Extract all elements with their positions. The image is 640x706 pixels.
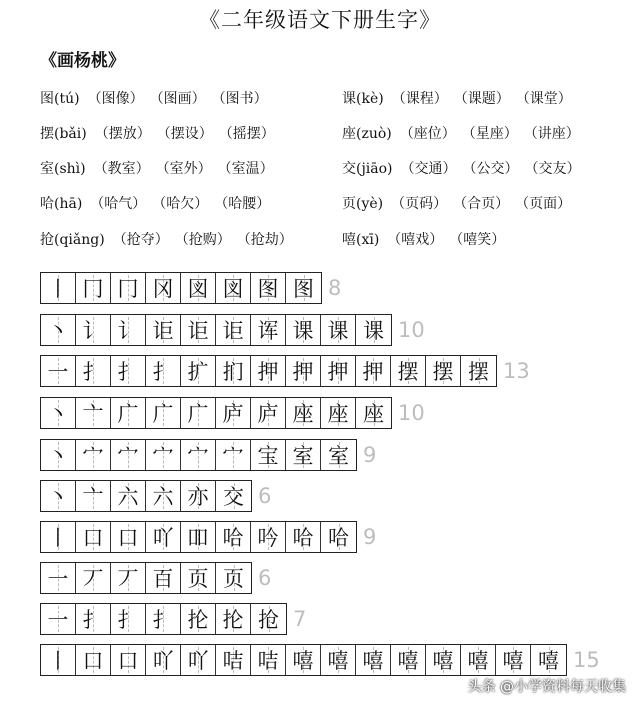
- vocab-word: （室温）: [217, 161, 274, 177]
- vocab-word: （摇摆）: [218, 126, 275, 142]
- stroke-cell: [181, 398, 216, 428]
- stroke-cell: [426, 356, 461, 386]
- stroke-step: 庐: [222, 402, 244, 426]
- stroke-step: 亠: [82, 402, 104, 426]
- stroke-cell: [111, 481, 146, 511]
- vocab-word: （图画）: [149, 91, 206, 107]
- stroke-cell: [181, 273, 216, 303]
- stroke-step: 図: [222, 277, 244, 301]
- stroke-cell: [356, 356, 391, 386]
- stroke-step: 嘻: [467, 649, 489, 673]
- stroke-step: 丶: [47, 444, 69, 468]
- stroke-cell: [111, 563, 146, 593]
- stroke-cell: [321, 356, 356, 386]
- stroke-cell: [286, 315, 321, 345]
- vocab-word: （课题）: [453, 91, 510, 107]
- stroke-cell: [216, 563, 251, 593]
- stroke-order-row: [40, 603, 306, 635]
- vocab-character: 课(kè): [342, 91, 384, 107]
- stroke-step: 扌: [82, 360, 104, 384]
- stroke-step: 扌: [117, 608, 139, 632]
- stroke-cell: [216, 273, 251, 303]
- vocab-line: [342, 158, 587, 178]
- stroke-cell: [216, 398, 251, 428]
- stroke-cell: [111, 645, 146, 675]
- stroke-step: 讵: [152, 319, 174, 343]
- vocab-word: （抢购）: [174, 232, 231, 248]
- stroke-order-row: [40, 562, 271, 594]
- stroke-cell: [111, 356, 146, 386]
- stroke-step: 图: [293, 277, 314, 301]
- stroke-count: 8: [328, 276, 342, 300]
- stroke-cell: [461, 645, 496, 675]
- stroke-cell: [146, 645, 181, 675]
- stroke-step: 座: [327, 402, 349, 426]
- stroke-step: 吖: [187, 649, 209, 673]
- stroke-cell: [76, 522, 111, 552]
- stroke-cell: [461, 356, 496, 386]
- vocab-word: （图书）: [211, 91, 268, 107]
- stroke-cell: [251, 440, 286, 470]
- stroke-cell: [111, 315, 146, 345]
- stroke-cell: [251, 522, 286, 552]
- stroke-cell: [41, 522, 76, 552]
- vocab-word: （图像）: [87, 91, 144, 107]
- stroke-cell: [216, 356, 251, 386]
- stroke-grid: [40, 603, 287, 635]
- stroke-grid: [40, 355, 497, 387]
- vocab-line: [342, 123, 586, 143]
- stroke-grid: [40, 314, 392, 346]
- vocab-character: 哈(hā): [40, 196, 83, 212]
- stroke-cell: [321, 440, 356, 470]
- stroke-cell: [251, 645, 286, 675]
- stroke-cell: [496, 645, 531, 675]
- stroke-step: 抡: [187, 608, 209, 632]
- vocab-word: （抢劫）: [236, 232, 293, 248]
- stroke-cell: [181, 481, 216, 511]
- stroke-step: 摆: [397, 360, 419, 384]
- stroke-step: 押: [292, 360, 314, 384]
- stroke-step: 丨: [47, 649, 69, 673]
- stroke-cell: [146, 315, 181, 345]
- stroke-step: 广: [152, 402, 174, 426]
- stroke-cell: [356, 398, 391, 428]
- stroke-cell: [111, 440, 146, 470]
- vocab-character: 交(jiāo): [342, 161, 393, 177]
- stroke-step: 交: [223, 485, 244, 509]
- stroke-step: 六: [152, 485, 174, 509]
- vocab-word: （哈气）: [90, 196, 147, 212]
- stroke-step: 丨: [47, 277, 69, 301]
- stroke-cell: [76, 645, 111, 675]
- stroke-step: 课: [292, 319, 314, 343]
- stroke-step: 口: [117, 649, 139, 673]
- stroke-step: 丶: [47, 485, 69, 509]
- stroke-count: 10: [398, 318, 425, 342]
- stroke-step: 哈: [328, 526, 349, 550]
- stroke-step: 押: [327, 360, 349, 384]
- stroke-cell: [391, 356, 426, 386]
- vocab-word: （教室）: [93, 161, 150, 177]
- stroke-cell: [41, 440, 76, 470]
- stroke-cell: [251, 273, 286, 303]
- stroke-order-row: [40, 644, 600, 676]
- stroke-step: 丆: [82, 567, 104, 591]
- stroke-count: 9: [363, 525, 377, 549]
- vocab-word: （交友）: [524, 161, 581, 177]
- stroke-count: 9: [363, 443, 377, 467]
- vocab-line: [40, 193, 276, 213]
- stroke-cell: [286, 645, 321, 675]
- stroke-step: 抡: [222, 608, 244, 632]
- vocab-word: （摆设）: [156, 126, 213, 142]
- stroke-step: 诨: [257, 319, 279, 343]
- stroke-step: 冂: [117, 277, 139, 301]
- vocab-word: （哈欠）: [152, 196, 209, 212]
- stroke-order-row: [40, 397, 425, 429]
- vocab-word: （哈腰）: [214, 196, 271, 212]
- stroke-step: 一: [47, 360, 69, 384]
- stroke-cell: [76, 481, 111, 511]
- stroke-cell: [531, 645, 566, 675]
- stroke-cell: [251, 356, 286, 386]
- stroke-cell: [146, 563, 181, 593]
- stroke-cell: [111, 398, 146, 428]
- vocab-word: （公交）: [462, 161, 519, 177]
- vocab-word: （页面）: [515, 196, 572, 212]
- stroke-cell: [41, 398, 76, 428]
- stroke-grid: [40, 439, 357, 471]
- stroke-step: 室: [292, 444, 314, 468]
- vocab-line: [40, 88, 274, 108]
- stroke-step: 冂: [82, 277, 104, 301]
- stroke-step: 讠: [117, 319, 139, 343]
- stroke-cell: [181, 563, 216, 593]
- vocab-word: （星座）: [461, 126, 518, 142]
- stroke-step: 一: [47, 567, 69, 591]
- stroke-cell: [286, 440, 321, 470]
- stroke-cell: [111, 273, 146, 303]
- stroke-cell: [286, 356, 321, 386]
- stroke-cell: [76, 315, 111, 345]
- stroke-grid: [40, 521, 357, 553]
- stroke-cell: [251, 398, 286, 428]
- stroke-step: 一: [47, 608, 69, 632]
- vocab-line: [342, 88, 578, 108]
- stroke-cell: [356, 645, 391, 675]
- stroke-step: 宀: [222, 444, 244, 468]
- stroke-cell: [321, 522, 356, 552]
- stroke-cell: [76, 273, 111, 303]
- vocab-word: （座位）: [399, 126, 456, 142]
- stroke-count: 13: [503, 359, 530, 383]
- stroke-step: 丶: [47, 319, 69, 343]
- stroke-step: 吟: [257, 526, 279, 550]
- stroke-grid: [40, 397, 392, 429]
- vocab-word: （交通）: [400, 161, 457, 177]
- stroke-step: 课: [363, 319, 384, 343]
- stroke-cell: [76, 356, 111, 386]
- stroke-cell: [41, 273, 76, 303]
- stroke-cell: [41, 356, 76, 386]
- stroke-step: 丶: [47, 402, 69, 426]
- stroke-step: 广: [187, 402, 209, 426]
- vocab-word: （嘻笑）: [449, 232, 506, 248]
- stroke-step: 丨: [47, 526, 69, 550]
- stroke-count: 15: [573, 648, 600, 672]
- stroke-cell: [321, 315, 356, 345]
- stroke-step: 讵: [187, 319, 209, 343]
- vocab-word: （室外）: [155, 161, 212, 177]
- stroke-cell: [181, 645, 216, 675]
- stroke-cell: [181, 440, 216, 470]
- stroke-cell: [111, 522, 146, 552]
- stroke-count: 6: [258, 566, 272, 590]
- stroke-step: 口: [82, 526, 104, 550]
- stroke-step: 亠: [82, 485, 104, 509]
- stroke-order-row: [40, 355, 530, 387]
- stroke-step: 押: [362, 360, 384, 384]
- stroke-step: 广: [117, 402, 139, 426]
- stroke-cell: [181, 315, 216, 345]
- stroke-step: 嘻: [538, 649, 559, 673]
- stroke-cell: [146, 604, 181, 634]
- stroke-cell: [146, 440, 181, 470]
- vocab-word: （课堂）: [515, 91, 572, 107]
- stroke-step: 哈: [222, 526, 244, 550]
- stroke-count: 7: [293, 607, 307, 631]
- stroke-cell: [356, 315, 391, 345]
- stroke-step: 嘻: [432, 649, 454, 673]
- stroke-step: 页: [223, 567, 244, 591]
- stroke-cell: [286, 398, 321, 428]
- stroke-step: 口: [117, 526, 139, 550]
- stroke-cell: [216, 522, 251, 552]
- stroke-cell: [286, 273, 321, 303]
- stroke-step: 扌: [117, 360, 139, 384]
- stroke-step: 课: [327, 319, 349, 343]
- stroke-cell: [321, 398, 356, 428]
- vocab-character: 抢(qiǎng): [40, 232, 105, 248]
- stroke-step: 哈: [292, 526, 314, 550]
- page-title: 《二年级语文下册生字》: [199, 8, 441, 32]
- stroke-step: 吖: [152, 526, 174, 550]
- stroke-step: 丆: [117, 567, 139, 591]
- stroke-step: 宀: [187, 444, 209, 468]
- stroke-cell: [391, 645, 426, 675]
- stroke-grid: [40, 644, 567, 676]
- vocab-character: 图(tú): [40, 91, 80, 107]
- stroke-count: 6: [258, 484, 272, 508]
- stroke-grid: [40, 480, 252, 512]
- stroke-cell: [251, 604, 286, 634]
- stroke-step: 押: [257, 360, 279, 384]
- stroke-step: 座: [292, 402, 314, 426]
- stroke-step: 六: [117, 485, 139, 509]
- stroke-step: 百: [152, 567, 174, 591]
- stroke-cell: [146, 398, 181, 428]
- stroke-cell: [216, 315, 251, 345]
- stroke-step: 讠: [82, 319, 104, 343]
- stroke-step: 嘻: [292, 649, 314, 673]
- stroke-step: 庐: [257, 402, 279, 426]
- stroke-cell: [41, 315, 76, 345]
- stroke-step: 宝: [257, 444, 279, 468]
- stroke-step: 图: [257, 277, 279, 301]
- stroke-step: 抢: [258, 608, 279, 632]
- vocab-character: 摆(bǎi): [40, 126, 87, 142]
- stroke-step: 页: [187, 567, 209, 591]
- vocab-line: [40, 123, 281, 143]
- stroke-step: 図: [187, 277, 209, 301]
- stroke-cell: [216, 481, 251, 511]
- stroke-step: 扌: [152, 608, 174, 632]
- stroke-step: 嘻: [397, 649, 419, 673]
- stroke-cell: [41, 481, 76, 511]
- stroke-step: 宀: [152, 444, 174, 468]
- stroke-cell: [286, 522, 321, 552]
- stroke-cell: [76, 440, 111, 470]
- stroke-cell: [111, 604, 146, 634]
- stroke-order-row: [40, 521, 376, 553]
- vocab-word: （摆放）: [94, 126, 151, 142]
- vocab-word: （课程）: [391, 91, 448, 107]
- vocab-word: （页码）: [391, 196, 448, 212]
- vocab-character: 嘻(xī): [342, 232, 380, 248]
- stroke-step: 嘻: [362, 649, 384, 673]
- stroke-cell: [181, 522, 216, 552]
- stroke-step: 宀: [82, 444, 104, 468]
- stroke-cell: [216, 604, 251, 634]
- stroke-order-row: [40, 439, 376, 471]
- stroke-order-row: [40, 314, 425, 346]
- stroke-cell: [76, 563, 111, 593]
- vocab-character: 座(zuò): [342, 126, 392, 142]
- stroke-cell: [146, 356, 181, 386]
- stroke-step: 室: [328, 444, 349, 468]
- stroke-step: 讵: [222, 319, 244, 343]
- stroke-step: 扩: [187, 360, 209, 384]
- stroke-cell: [76, 398, 111, 428]
- stroke-cell: [76, 604, 111, 634]
- stroke-cell: [146, 522, 181, 552]
- vocab-line: [342, 229, 511, 249]
- stroke-cell: [181, 604, 216, 634]
- stroke-step: 咭: [257, 649, 279, 673]
- stroke-cell: [41, 604, 76, 634]
- stroke-cell: [216, 440, 251, 470]
- lesson-title: 《画杨桃》: [40, 51, 125, 71]
- stroke-step: 咭: [222, 649, 244, 673]
- vocab-word: （抢夺）: [112, 232, 169, 248]
- vocab-character: 室(shì): [40, 161, 86, 177]
- stroke-step: 摆: [432, 360, 454, 384]
- stroke-cell: [251, 315, 286, 345]
- stroke-grid: [40, 562, 252, 594]
- vocab-character: 页(yè): [342, 196, 384, 212]
- vocab-word: （合页）: [453, 196, 510, 212]
- stroke-step: 嘻: [327, 649, 349, 673]
- stroke-step: 嘻: [502, 649, 524, 673]
- vocab-word: （讲座）: [523, 126, 580, 142]
- stroke-cell: [146, 481, 181, 511]
- stroke-cell: [426, 645, 461, 675]
- vocab-line: [342, 193, 577, 213]
- vocab-word: （嘻戏）: [387, 232, 444, 248]
- stroke-step: 吅: [187, 526, 209, 550]
- stroke-step: 亦: [187, 485, 209, 509]
- stroke-cell: [216, 645, 251, 675]
- vocab-line: [40, 158, 280, 178]
- stroke-step: 扌: [82, 608, 104, 632]
- vocab-line: [40, 229, 299, 249]
- stroke-cell: [181, 356, 216, 386]
- stroke-grid: [40, 272, 322, 304]
- stroke-cell: [41, 645, 76, 675]
- stroke-count: 10: [398, 401, 425, 425]
- stroke-step: 扪: [222, 360, 244, 384]
- stroke-step: 扌: [152, 360, 174, 384]
- stroke-cell: [146, 273, 181, 303]
- watermark: 头条 @小学资料每天收集: [467, 679, 626, 695]
- stroke-step: 宀: [117, 444, 139, 468]
- stroke-step: 摆: [468, 360, 489, 384]
- stroke-cell: [321, 645, 356, 675]
- stroke-order-row: [40, 480, 271, 512]
- stroke-step: 口: [82, 649, 104, 673]
- stroke-step: 吖: [152, 649, 174, 673]
- stroke-cell: [41, 563, 76, 593]
- stroke-order-row: [40, 272, 341, 304]
- stroke-step: 冈: [152, 277, 174, 301]
- stroke-step: 座: [363, 402, 384, 426]
